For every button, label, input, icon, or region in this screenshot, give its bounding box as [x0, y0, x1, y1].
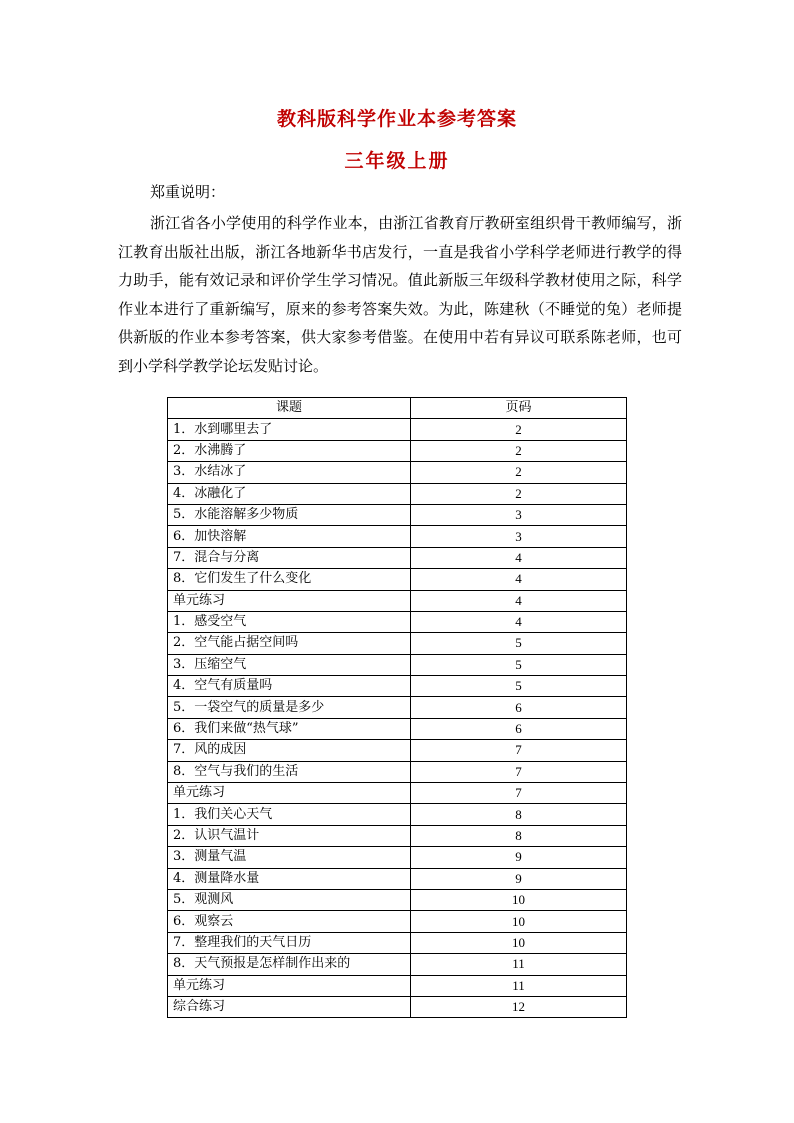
lesson-title-cell: 6．加快溶解: [168, 526, 411, 547]
table-row: [168, 783, 627, 804]
table-header-row: [168, 398, 627, 419]
lesson-title-cell: 6．我们来做“热气球”: [168, 718, 411, 739]
table-row: [168, 954, 627, 975]
page-number-cell: 2: [411, 440, 627, 461]
lesson-title-cell: 3．水结冰了: [168, 462, 411, 483]
page-number-cell: 5: [411, 654, 627, 675]
table-row: [168, 419, 627, 440]
table-row: [168, 676, 627, 697]
page-number-cell: 12: [411, 996, 627, 1017]
lesson-title-cell: 4．测量降水量: [168, 868, 411, 889]
page-number-cell: 10: [411, 932, 627, 953]
table-row: [168, 975, 627, 996]
lesson-title-cell: 1．我们关心天气: [168, 804, 411, 825]
page-number-cell: 7: [411, 740, 627, 761]
document-title: 教科版科学作业本参考答案: [276, 108, 517, 130]
contents-table: [167, 397, 627, 1018]
note-label: 郑重说明：: [150, 183, 226, 201]
lesson-title-cell: 8．天气预报是怎样制作出来的: [168, 954, 411, 975]
document-subtitle: 三年级上册: [344, 150, 450, 172]
table-row: [168, 697, 627, 718]
page-number-cell: 2: [411, 462, 627, 483]
table-row: [168, 889, 627, 910]
column-header-topic: 课题: [168, 398, 411, 419]
table-row: [168, 504, 627, 525]
page-number-cell: 8: [411, 825, 627, 846]
page-number-cell: 6: [411, 718, 627, 739]
lesson-title-cell: 3．测量气温: [168, 847, 411, 868]
table-row: [168, 633, 627, 654]
page-number-cell: 4: [411, 611, 627, 632]
table-row: [168, 611, 627, 632]
table-row: [168, 590, 627, 611]
table-row: [168, 911, 627, 932]
lesson-title-cell: 3．压缩空气: [168, 654, 411, 675]
page-number-cell: 4: [411, 569, 627, 590]
page-number-cell: 6: [411, 697, 627, 718]
lesson-title-cell: 单元练习: [168, 783, 411, 804]
table-row: [168, 547, 627, 568]
lesson-title-cell: 5．一袋空气的质量是多少: [168, 697, 411, 718]
lesson-title-cell: 6．观察云: [168, 911, 411, 932]
page-number-cell: 5: [411, 633, 627, 654]
table-row: [168, 440, 627, 461]
table-row: [168, 761, 627, 782]
table-row: [168, 740, 627, 761]
lesson-title-cell: 2．空气能占据空间吗: [168, 633, 411, 654]
lesson-title-cell: 1．水到哪里去了: [168, 419, 411, 440]
lesson-title-cell: 综合练习: [168, 996, 411, 1017]
table-row: [168, 483, 627, 504]
page-number-cell: 5: [411, 676, 627, 697]
lesson-title-cell: 2．认识气温计: [168, 825, 411, 846]
table-row: [168, 718, 627, 739]
page-number-cell: 11: [411, 954, 627, 975]
lesson-title-cell: 单元练习: [168, 975, 411, 996]
page-number-cell: 8: [411, 804, 627, 825]
lesson-title-cell: 8．空气与我们的生活: [168, 761, 411, 782]
table-body: [168, 419, 627, 1018]
lesson-title-cell: 8．它们发生了什么变化: [168, 569, 411, 590]
table-row: [168, 654, 627, 675]
page-number-cell: 3: [411, 526, 627, 547]
page-number-cell: 7: [411, 783, 627, 804]
page-number-cell: 4: [411, 547, 627, 568]
table-row: [168, 825, 627, 846]
table-row: [168, 462, 627, 483]
table-row: [168, 569, 627, 590]
intro-paragraph: 浙江省各小学使用的科学作业本，由浙江省教育厅教研室组织骨干教师编写，浙江教育出版社出版，浙江各地新华书店发行，一直是我省小学科学老师进行教学的得力助手，能有效记录和评价学生学习情况。值此新版三年级科学教材使用之际，科学作业本进行了重新编写，原来的参考答案失效。为此，陈建秋（不睡觉的兔）老师提供新版的作业本参考答案，供大家参考借鉴。在使用中若有异议可联系陈老师，也可到小学科学教学论坛发贴讨论。: [118, 214, 682, 375]
lesson-title-cell: 7．整理我们的天气日历: [168, 932, 411, 953]
table-row: [168, 932, 627, 953]
lesson-title-cell: 1．感受空气: [168, 611, 411, 632]
lesson-title-cell: 7．混合与分离: [168, 547, 411, 568]
column-header-page: 页码: [411, 398, 627, 419]
page-number-cell: 9: [411, 868, 627, 889]
lesson-title-cell: 5．水能溶解多少物质: [168, 504, 411, 525]
lesson-title-cell: 2．水沸腾了: [168, 440, 411, 461]
page-number-cell: 10: [411, 911, 627, 932]
table-row: [168, 868, 627, 889]
page-number-cell: 11: [411, 975, 627, 996]
page-number-cell: 2: [411, 483, 627, 504]
lesson-title-cell: 单元练习: [168, 590, 411, 611]
page-number-cell: 4: [411, 590, 627, 611]
table-row: [168, 804, 627, 825]
lesson-title-cell: 4．空气有质量吗: [168, 676, 411, 697]
table-row: [168, 847, 627, 868]
lesson-title-cell: 7．风的成因: [168, 740, 411, 761]
page-number-cell: 3: [411, 504, 627, 525]
table-row: [168, 996, 627, 1017]
lesson-title-cell: 5．观测风: [168, 889, 411, 910]
page-number-cell: 10: [411, 889, 627, 910]
page-number-cell: 7: [411, 761, 627, 782]
page-number-cell: 2: [411, 419, 627, 440]
table-row: [168, 526, 627, 547]
page-number-cell: 9: [411, 847, 627, 868]
lesson-title-cell: 4．冰融化了: [168, 483, 411, 504]
